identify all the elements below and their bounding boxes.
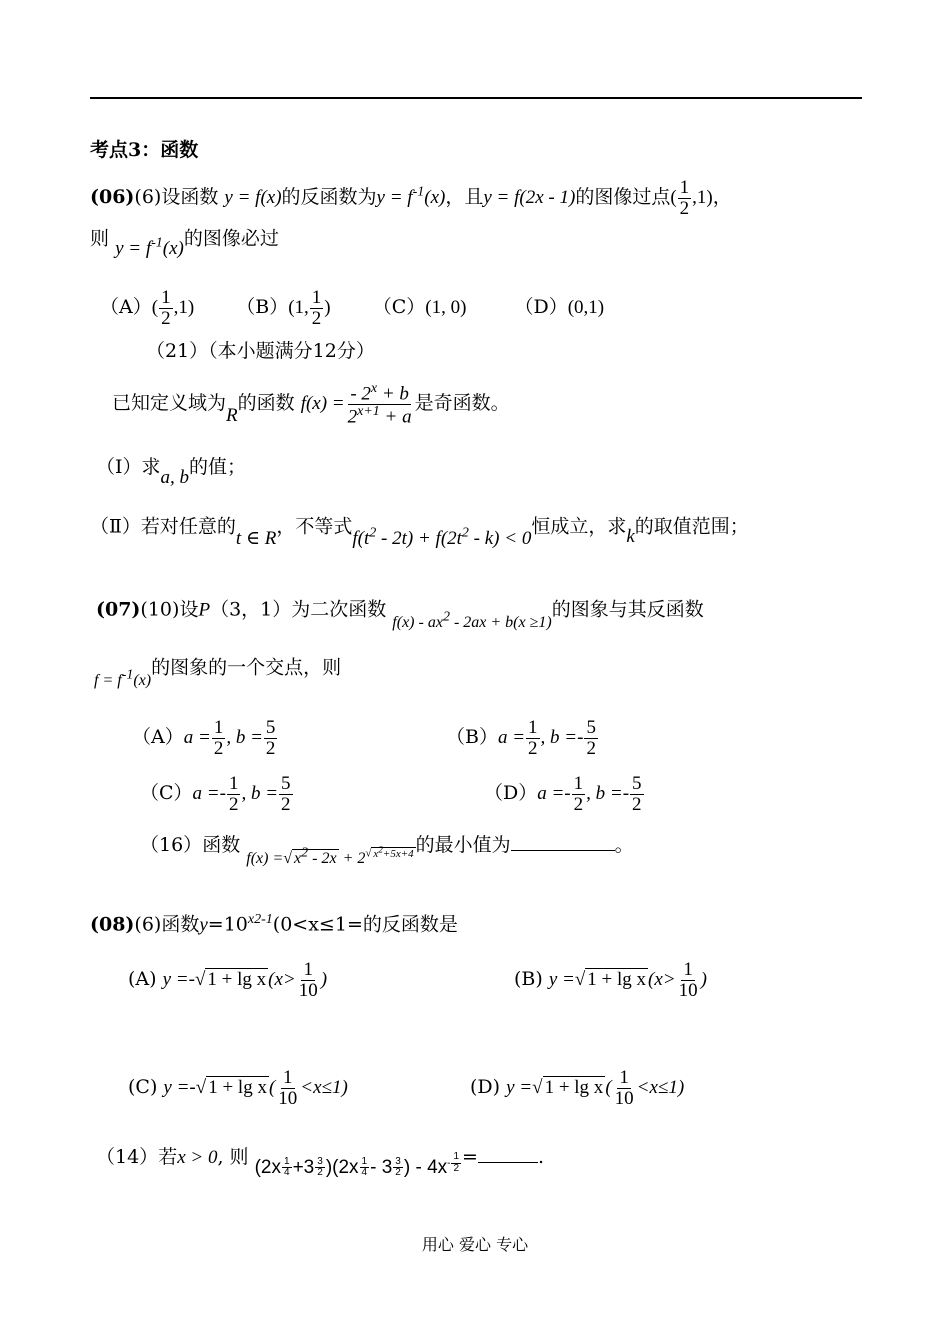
formula: y	[199, 914, 208, 936]
answer-blank[interactable]	[478, 1162, 538, 1163]
formula: t ∈ R	[235, 528, 277, 550]
q08-6-option-d: (D) y =√ 1 + lg x ( $\frac{1}{10}$ <x≤1)	[470, 1067, 685, 1109]
formula: f(x) = $\frac{- 2^x + b}{2^{x+1} + a}$	[300, 381, 412, 428]
q07-10-option-a: （A）a = $\frac{1}{2}$ , b = $\frac{5}{2}$	[132, 717, 276, 759]
answer-blank[interactable]	[511, 850, 615, 851]
stem-text: ，不等式	[276, 515, 353, 538]
option-d: （D）(0,1)	[514, 295, 605, 318]
q08-6-stem	[90, 912, 458, 937]
q08-14	[96, 1142, 545, 1179]
formula: k	[626, 526, 635, 548]
q07-10-option-c: （C）a =- $\frac{1}{2}$ , b = $\frac{5}{2}$	[140, 773, 291, 815]
exponent: x2-1	[247, 912, 273, 927]
q07-10-line1	[96, 598, 704, 632]
year-tag: (07)	[96, 598, 141, 621]
stem-text: ，	[712, 185, 732, 208]
equals-sign: =	[462, 1145, 478, 1168]
stem-text: （3，1）为二次函数	[210, 598, 387, 621]
question-number: (6)	[134, 185, 162, 208]
stem-text: （Ⅱ）若对任意的	[90, 515, 236, 538]
stem-text: 是奇函数。	[414, 392, 510, 415]
stem-text: (0<x≤1=的反函数是	[272, 913, 458, 936]
q07-10-option-b: （B）a = $\frac{1}{2}$ , b =- $\frac{5}{2}$	[446, 717, 596, 759]
stem-text: 恒成立，求	[531, 515, 627, 538]
formula: R	[226, 405, 238, 427]
stem-text: .	[537, 1145, 545, 1168]
formula: P	[198, 599, 211, 621]
q07-10-line2	[94, 656, 342, 690]
q08-6-option-b: (B) y =√ 1 + lg x (x> $\frac{1}{10}$ )	[514, 959, 707, 1001]
stem-text: 的反函数为	[281, 185, 377, 208]
header-rule	[90, 97, 862, 99]
q07-10-option-d: （D）a =- $\frac{1}{2}$ , b =- $\frac{5}{2}$	[484, 773, 642, 815]
q06-21-part1	[96, 456, 247, 488]
stem-text: 函数	[161, 913, 200, 936]
q06-21-stem	[112, 382, 510, 428]
q08-6-option-a: (A) y =-√ 1 + lg x (x> $\frac{1}{10}$ )	[128, 959, 328, 1001]
stem-text: 设	[179, 598, 199, 621]
question-number: (6)	[134, 913, 162, 936]
formula: (2x $\frac{1}{4}$ +3 $\frac{3}{2}$ )(2x $\frac{1}{4}$ - 3 $\frac{3}{2}$ ) - $4x^{- \frac{1}{2}}$	[254, 1151, 460, 1179]
q06-6-line1	[90, 178, 732, 219]
q08-6-option-c: (C) y =-√ 1 + lg x ( $\frac{1}{10}$ <x≤1)	[128, 1067, 348, 1109]
stem-text: 。	[614, 833, 634, 856]
formula: $y = f^{-1}(x)$	[376, 184, 446, 208]
formula: $f(t^2 - 2t) + f(2t^2 - k) < 0$	[352, 526, 532, 550]
option-b: （B）(1, $\frac{1}{2}$ )	[236, 287, 331, 329]
formula: f(x) =√ x2 - 2x + 2√ x2+5x+4	[246, 844, 414, 867]
stem-text: 已知定义域为	[112, 392, 227, 415]
section-title: 考点3：函数	[90, 139, 199, 161]
stem-text: 的值；	[189, 456, 247, 478]
stem-text: 的图像必过	[183, 227, 279, 250]
stem-text: 的最小值为	[415, 833, 511, 856]
q06-6-options	[100, 288, 604, 329]
question-number: （14）	[96, 1145, 159, 1168]
stem-text: 若	[158, 1145, 178, 1168]
q07-16	[140, 832, 634, 867]
question-number: （16）	[140, 833, 203, 856]
question-number: (10)	[140, 598, 180, 621]
formula: x > 0	[177, 1146, 218, 1168]
stem-text: 设函数	[161, 185, 219, 208]
formula: f(x) - ax2 - 2ax + b(x ≥1)	[392, 610, 552, 632]
q06-21-title: （21）（本小题满分12分）	[146, 340, 375, 362]
formula: y = f(2x - 1)	[483, 186, 576, 208]
year-tag: (08)	[90, 913, 135, 936]
stem-text: ，且	[445, 185, 484, 208]
formula: f = f-1(x)	[94, 668, 152, 690]
formula: $y = f^{-1}(x)$	[115, 236, 184, 260]
stem-text: 的函数	[237, 392, 295, 415]
stem-text: 函数	[202, 833, 241, 856]
formula: a, b	[160, 467, 190, 488]
option-a: （A）( $\frac{1}{2}$ ,1)	[100, 287, 195, 329]
stem-text: 的图像过点	[575, 185, 671, 208]
option-c: （C）(1, 0)	[372, 295, 467, 318]
stem-text: , 则	[217, 1145, 249, 1168]
formula: y = f(x)	[224, 186, 282, 208]
q06-21-part2	[90, 514, 749, 550]
page-footer: 用心 爱心 专心	[421, 1235, 529, 1254]
stem-text: 的图象的一个交点，则	[151, 656, 342, 679]
point: ( $\frac{1}{2}$ ,1)	[670, 177, 713, 219]
stem-text: 的取值范围；	[634, 515, 749, 538]
stem-text: 的图象与其反函数	[551, 598, 704, 621]
stem-text: 则	[90, 227, 110, 250]
q06-6-line2	[90, 226, 279, 260]
stem-text: （Ⅰ）求	[96, 456, 161, 478]
year-tag: (06)	[90, 185, 135, 208]
formula: =10	[207, 913, 248, 936]
